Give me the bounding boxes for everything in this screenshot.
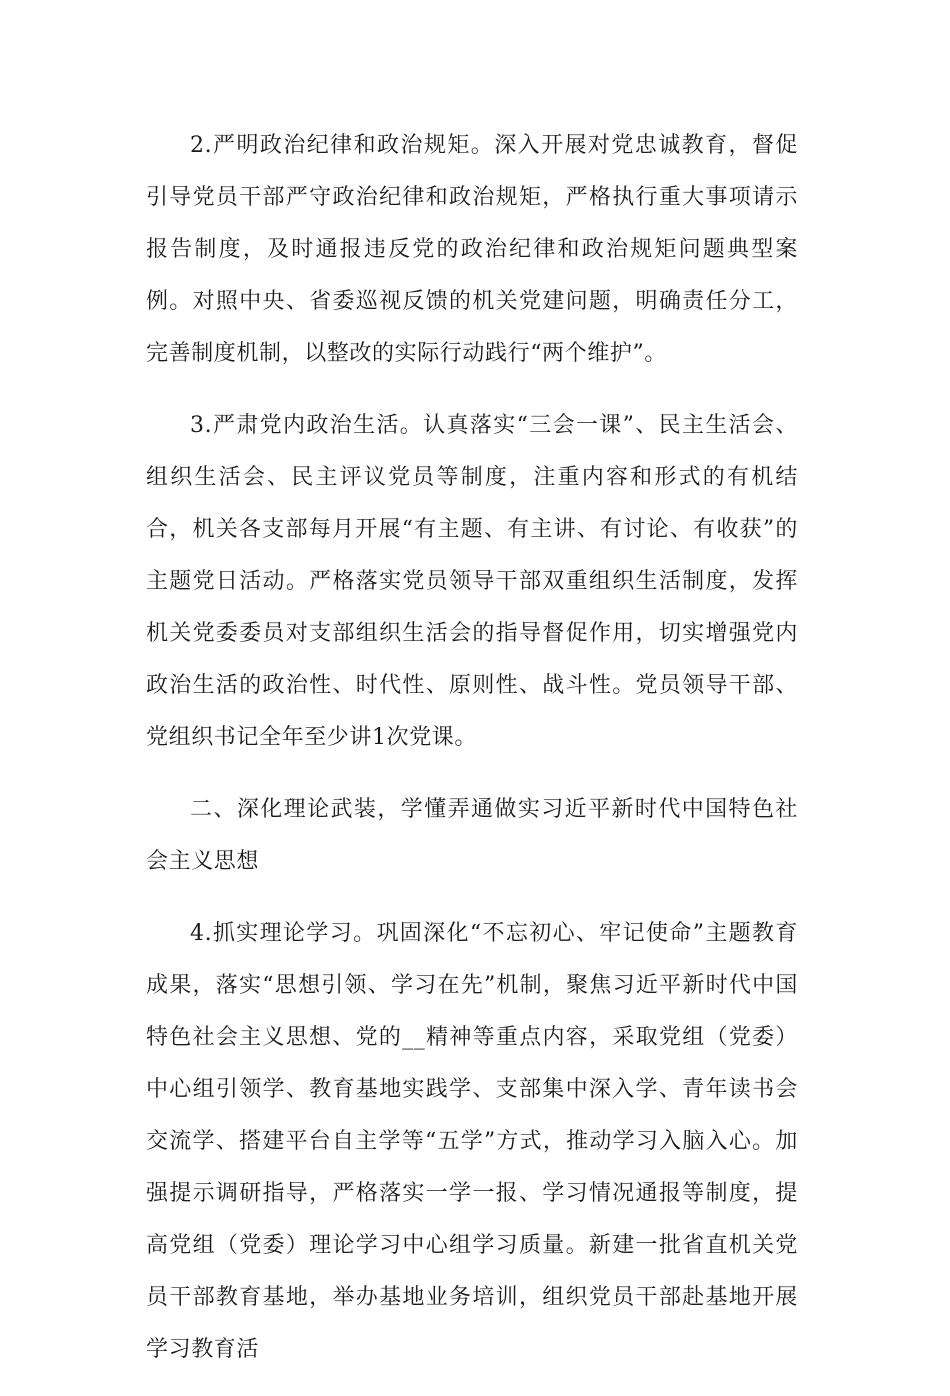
paragraph-2-political-discipline: 2.严明政治纪律和政治规矩。深入开展对党忠诚教育，督促引导党员干部严守政治纪律和政治规矩，严格执行重大事项请示报告制度，及时通报违反党的政治纪律和政治规矩问题典型案例。对照中央、省委巡视反馈的机关党建问题，明确责任分工，完善制度机制，以整改的实际行动践行“两个维护”。 [146, 133, 798, 366]
paragraph-4-theory-study: 4.抓实理论学习。巩固深化“不忘初心、牢记使命”主题教育成果，落实“思想引领、学习在先”机制，聚焦习近平新时代中国特色社会主义思想、党的__精神等重点内容，采取党组（党委）中心组引领学、教育基地实践学、支部集中深入学、青年读书会交流学、搭建平台自主学等“五学”方式，推动学习入脑入心。加强提示调研指导，严格落实一学一报、学习情况通报等制度，提高党组（党委）理论学习中心组学习质量。新建一批省直机关党员干部教育基地，举办基地业务培训，组织党员干部赴基地开展学习教育活 [146, 921, 798, 1362]
paragraph-3-party-political-life: 3.严肃党内政治生活。认真落实“三会一课”、民主生活会、组织生活会、民主评议党员等制度，注重内容和形式的有机结合，机关各支部每月开展“有主题、有主讲、有讨论、有收获”的主题党日活动。严格落实党员领导干部双重组织生活制度，发挥机关党委委员对支部组织生活会的指导督促作用，切实增强党内政治生活的政治性、时代性、原则性、战斗性。党员领导干部、党组织书记全年至少讲1次党课。 [146, 413, 798, 750]
section-heading-theory-armament: 二、深化理论武装，学懂弄通做实习近平新时代中国特色社会主义思想 [146, 797, 798, 874]
document-body [146, 120, 798, 1396]
